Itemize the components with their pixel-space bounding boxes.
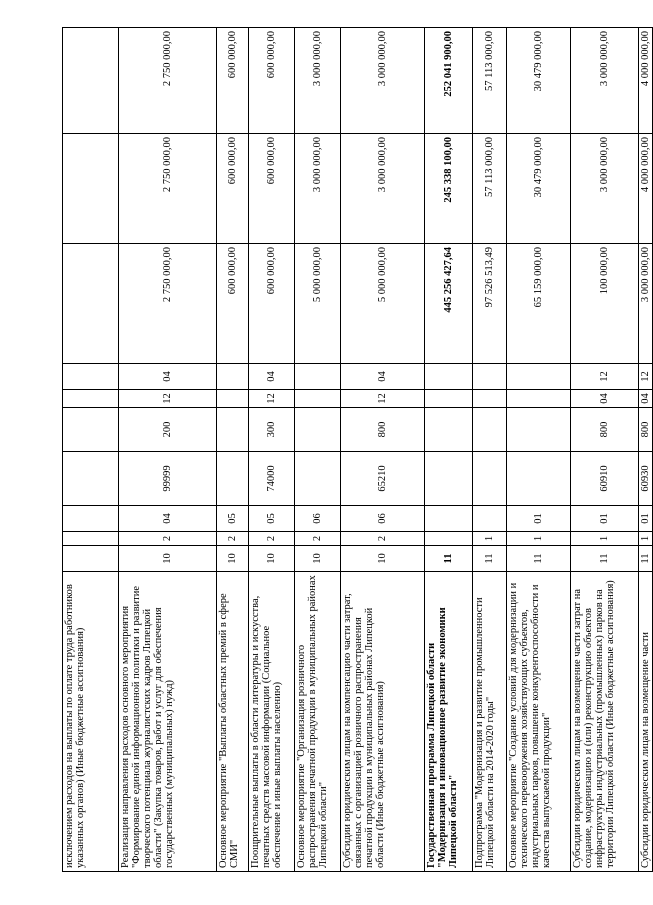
cell-amount-1: 5 000 000,00 (295, 244, 341, 364)
cell-direction-code: 65210 (341, 452, 425, 506)
cell-activity-code (473, 506, 507, 532)
cell-direction-code (473, 452, 507, 506)
cell-section: 04 (571, 390, 639, 408)
cell-direction-code (425, 452, 473, 506)
cell-activity-code: 04 (119, 506, 217, 532)
cell-amount-2: 245 338 100,00 (425, 134, 473, 244)
cell-subsection: 04 (249, 364, 295, 390)
cell-subsection: 04 (341, 364, 425, 390)
cell-amount-1: 97 526 513,49 (473, 244, 507, 364)
cell-description: Основное мероприятие "Выплаты областных премий в сфере СМИ" (217, 572, 249, 872)
cell-activity-code: 01 (639, 506, 653, 532)
cell-subsection (63, 364, 119, 390)
cell-amount-2: 4 000 000,00 (639, 134, 653, 244)
cell-description: Подпрограмма "Модернизация и развитие промышленности Липецкой области на 2014-2020 годы" (473, 572, 507, 872)
cell-subprogram-code (425, 532, 473, 546)
cell-section (473, 390, 507, 408)
cell-program-code: 11 (473, 546, 507, 572)
cell-description: Основное мероприятие "Создание условий для модернизации и технического перевооружения хозяйствующих субъектов, индустриальных парков, повышение конкурентоспособности и качества выпускаемой продукции" (507, 572, 571, 872)
cell-section (507, 390, 571, 408)
table-row (217, 28, 249, 872)
cell-subprogram-code: 2 (249, 532, 295, 546)
cell-program-code: 10 (119, 546, 217, 572)
cell-subsection (217, 364, 249, 390)
cell-activity-code: 01 (571, 506, 639, 532)
cell-direction-code: 99999 (119, 452, 217, 506)
cell-direction-code (217, 452, 249, 506)
cell-activity-code: 05 (249, 506, 295, 532)
cell-program-code: 11 (507, 546, 571, 572)
cell-description: Основное мероприятие "Организация розничного распространения печатной продукции в муниципальных районах Липецкой области" (295, 572, 341, 872)
cell-description: исключением расходов на выплаты по оплате труда работников указанных органов) (Иные бюджетные ассигнования) (63, 572, 119, 872)
cell-amount-1: 65 159 000,00 (507, 244, 571, 364)
cell-amount-1: 2 750 000,00 (119, 244, 217, 364)
cell-amount-3: 2 750 000,00 (119, 28, 217, 134)
table-row (119, 28, 217, 872)
cell-amount-3: 3 000 000,00 (341, 28, 425, 134)
cell-subprogram-code: 2 (295, 532, 341, 546)
cell-expense-type (295, 408, 341, 452)
table-row (249, 28, 295, 872)
cell-subsection: 12 (571, 364, 639, 390)
budget-table-rotated (62, 28, 651, 872)
cell-amount-1: 5 000 000,00 (341, 244, 425, 364)
cell-expense-type: 300 (249, 408, 295, 452)
cell-amount-3: 252 041 900,00 (425, 28, 473, 134)
cell-amount-2: 600 000,00 (249, 134, 295, 244)
cell-program-code: 10 (249, 546, 295, 572)
cell-subprogram-code: 1 (507, 532, 571, 546)
cell-subsection (473, 364, 507, 390)
cell-amount-1 (63, 244, 119, 364)
table-row (571, 28, 639, 872)
cell-program-code: 11 (425, 546, 473, 572)
cell-expense-type (217, 408, 249, 452)
cell-amount-2: 3 000 000,00 (295, 134, 341, 244)
cell-program-code: 11 (639, 546, 653, 572)
cell-section: 12 (341, 390, 425, 408)
cell-amount-2: 30 479 000,00 (507, 134, 571, 244)
cell-expense-type: 800 (639, 408, 653, 452)
table-row (639, 28, 653, 872)
cell-subprogram-code: 2 (341, 532, 425, 546)
cell-activity-code: 05 (217, 506, 249, 532)
cell-description: Реализация направления расходов основного мероприятия "Формирование единой информационной политики и развитие творческого потенциала журналистских кадров Липецкой области" (Закупка товаров, работ и услуг для обеспечения государственных (муниципальных) нужд) (119, 572, 217, 872)
cell-activity-code (425, 506, 473, 532)
cell-amount-3: 600 000,00 (217, 28, 249, 134)
cell-subsection (295, 364, 341, 390)
cell-expense-type: 800 (571, 408, 639, 452)
cell-amount-1: 445 256 427,64 (425, 244, 473, 364)
cell-direction-code: 60930 (639, 452, 653, 506)
cell-direction-code: 60910 (571, 452, 639, 506)
cell-program-code: 10 (295, 546, 341, 572)
cell-direction-code (507, 452, 571, 506)
cell-subprogram-code: 1 (571, 532, 639, 546)
cell-amount-2: 57 113 000,00 (473, 134, 507, 244)
cell-description: Субсидии юридическим лицам на возмещение части затрат на создание, модернизацию и (или) реконструкцию объектов инфраструктуры индустриальных (промышленных) парков на территории Липецкой области (Иные бюджетные ассигнования) (571, 572, 639, 872)
cell-subsection (507, 364, 571, 390)
cell-description: Субсидии юридическим лицам на возмещение части (639, 572, 653, 872)
table-row (507, 28, 571, 872)
cell-amount-2 (63, 134, 119, 244)
cell-amount-3: 600 000,00 (249, 28, 295, 134)
cell-amount-1: 600 000,00 (217, 244, 249, 364)
cell-expense-type (507, 408, 571, 452)
table-row (63, 28, 119, 872)
cell-amount-2: 3 000 000,00 (571, 134, 639, 244)
cell-direction-code: 74000 (249, 452, 295, 506)
cell-amount-2: 600 000,00 (217, 134, 249, 244)
cell-section: 12 (119, 390, 217, 408)
cell-description: Поощрительные выплаты в области литературы и искусства, печатных средств массовой информации (Социальное обеспечение и иные выплаты населению) (249, 572, 295, 872)
cell-program-code: 10 (341, 546, 425, 572)
cell-amount-3: 30 479 000,00 (507, 28, 571, 134)
cell-activity-code: 06 (341, 506, 425, 532)
cell-amount-3: 3 000 000,00 (571, 28, 639, 134)
cell-program-code: 10 (217, 546, 249, 572)
cell-expense-type (63, 408, 119, 452)
budget-table (62, 27, 653, 872)
cell-description: Государственная программа Липецкой области "Модернизация и инновационное развитие экономики Липецкой области" (425, 572, 473, 872)
cell-section: 12 (249, 390, 295, 408)
cell-section: 04 (639, 390, 653, 408)
table-body (63, 28, 653, 872)
cell-subprogram-code: 1 (639, 532, 653, 546)
cell-amount-3: 4 000 000,00 (639, 28, 653, 134)
cell-activity-code: 01 (507, 506, 571, 532)
cell-subsection: 04 (119, 364, 217, 390)
cell-expense-type: 200 (119, 408, 217, 452)
cell-amount-1: 600 000,00 (249, 244, 295, 364)
cell-description: Субсидии юридическим лицам на компенсацию части затрат, связанных с организацией розничного распространения печатной продукции в муниципальных районах Липецкой области (Иные бюджетные ассигнования) (341, 572, 425, 872)
cell-subprogram-code (63, 532, 119, 546)
table-row (295, 28, 341, 872)
cell-expense-type (425, 408, 473, 452)
cell-activity-code: 06 (295, 506, 341, 532)
cell-expense-type: 800 (341, 408, 425, 452)
cell-amount-1: 3 000 000,00 (639, 244, 653, 364)
table-row (473, 28, 507, 872)
cell-subprogram-code: 2 (217, 532, 249, 546)
cell-section (217, 390, 249, 408)
cell-section (63, 390, 119, 408)
cell-subprogram-code: 2 (119, 532, 217, 546)
cell-expense-type (473, 408, 507, 452)
table-row (425, 28, 473, 872)
cell-amount-3: 57 113 000,00 (473, 28, 507, 134)
cell-subprogram-code: 1 (473, 532, 507, 546)
cell-activity-code (63, 506, 119, 532)
cell-subsection (425, 364, 473, 390)
cell-direction-code (63, 452, 119, 506)
cell-program-code: 11 (571, 546, 639, 572)
cell-section (425, 390, 473, 408)
cell-program-code (63, 546, 119, 572)
cell-amount-3 (63, 28, 119, 134)
cell-amount-2: 2 750 000,00 (119, 134, 217, 244)
cell-subsection: 12 (639, 364, 653, 390)
cell-section (295, 390, 341, 408)
cell-amount-2: 3 000 000,00 (341, 134, 425, 244)
cell-amount-3: 3 000 000,00 (295, 28, 341, 134)
table-row (341, 28, 425, 872)
cell-direction-code (295, 452, 341, 506)
cell-amount-1: 100 000,00 (571, 244, 639, 364)
